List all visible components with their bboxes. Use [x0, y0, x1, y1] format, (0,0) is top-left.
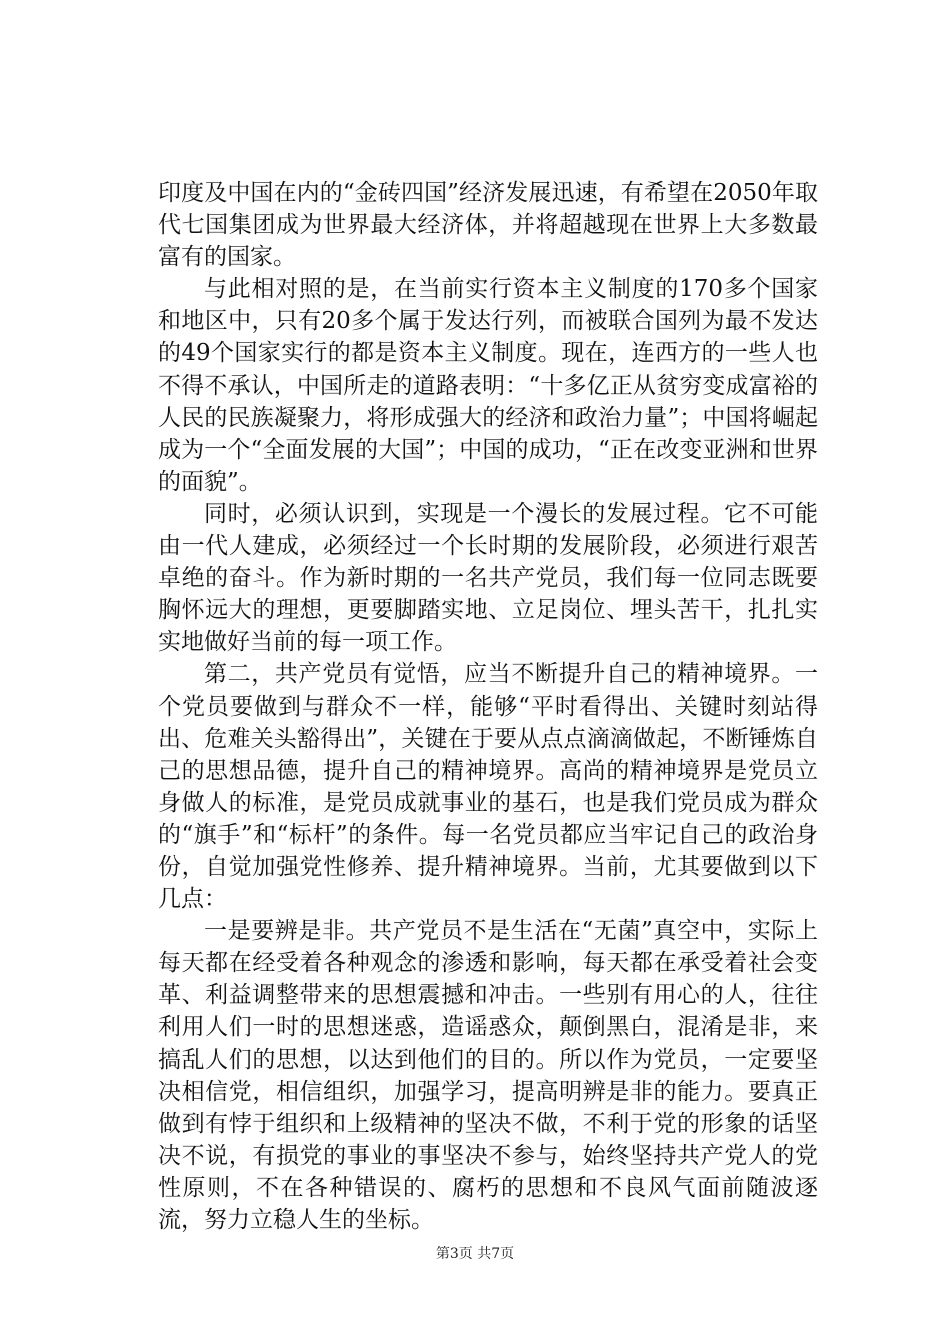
body-text: [158, 177, 818, 1236]
page-footer: 第3页 共7页: [435, 1246, 515, 1262]
paragraph-second-point: 第二，共产党员有觉悟，应当不断提升自己的精神境界。一个党员要做到与群众不一样，能够“平时看得出、关键时刻站得出、危难关头豁得出”，关键在于要从点点滴滴做起，不断锤炼自己的思想品德，提升自己的精神境界。高尚的精神境界是党员立身做人的标准，是党员成就事业的基石，也是我们党员成为群众的“旗手”和“标杆”的条件。每一名党员都应当牢记自己的政治身份，自觉加强党性修养、提升精神境界。当前，尤其要做到以下几点：: [158, 661, 818, 913]
paragraph-long-process: 同时，必须认识到，实现是一个漫长的发展过程。它不可能由一代人建成，必须经过一个长时期的发展阶段，必须进行艰苦卓绝的奋斗。作为新时期的一名共产党员，我们每一位同志既要胸怀远大的理想，更要脚踏实地、立足岗位、埋头苦干，扎扎实实地做好当前的每一项工作。: [158, 500, 818, 656]
paragraph-capitalism-comparison: 与此相对照的是，在当前实行资本主义制度的170多个国家和地区中，只有20多个属于发达行列，而被联合国列为最不发达的49个国家实行的都是资本主义制度。现在，连西方的一些人也不得不承认，中国所走的道路表明：“十多亿正从贫穷变成富裕的人民的民族凝聚力，将形成强大的经济和政治力量”；中国将崛起成为一个“全面发展的大国”；中国的成功，“正在改变亚洲和世界的面貌”。: [158, 276, 818, 495]
paragraph-continuation: 印度及中国在内的“金砖四国”经济发展迅速，有希望在2050年取代七国集团成为世界最大经济体，并将超越现在世界上大多数最富有的国家。: [158, 180, 818, 271]
paragraph-distinguish-right-wrong: 一是要辨是非。共产党员不是生活在“无菌”真空中，实际上每天都在经受着各种观念的渗透和影响，每天都在承受着社会变革、利益调整带来的思想震撼和冲击。一些别有用心的人，往往利用人们一时的思想迷惑，造谣惑众，颠倒黑白，混淆是非，来搞乱人们的思想，以达到他们的目的。所以作为党员，一定要坚决相信党，相信组织，加强学习，提高明辨是非的能力。要真正做到有悖于组织和上级精神的坚决不做，不利于党的形象的话坚决不说，有损党的事业的事坚决不参与，始终坚持共产党人的党性原则，不在各种错误的、腐朽的思想和不良风气面前随波逐流，努力立稳人生的坐标。: [158, 918, 818, 1233]
